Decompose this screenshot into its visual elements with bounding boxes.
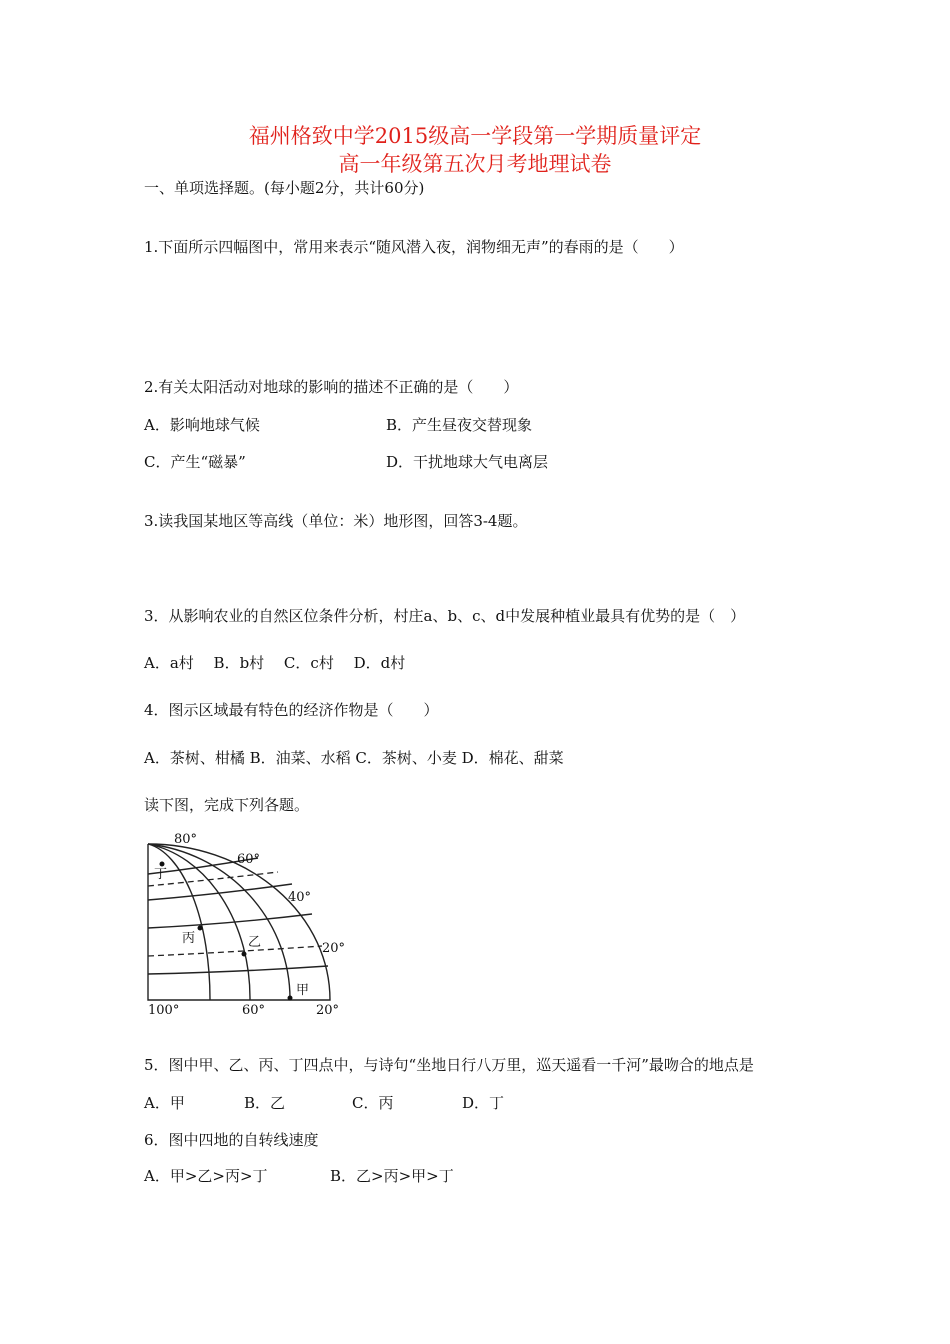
exam-title-line1: 福州格致中学2015级高一学段第一学期质量评定 [248, 124, 702, 148]
q2-option-b: B．产生昼夜交替现象 [386, 416, 533, 434]
point-yi [242, 952, 247, 957]
q5-option-b: B．乙 [244, 1094, 286, 1112]
parallel-2 [148, 884, 292, 900]
q2-option-c: C．产生“磁暴” [144, 453, 246, 471]
parallel-4 [148, 966, 328, 974]
question-3: 3．从影响农业的自然区位条件分析，村庄a、b、c、d中发展种植业最具有优势的是（ ） [144, 607, 746, 625]
q4-options: A．茶树、柑橘 B．油菜、水稻 C．茶树、小麦 D．棉花、甜菜 [144, 749, 564, 767]
label-jia: 甲 [296, 983, 310, 998]
q5-option-a: A．甲 [144, 1094, 185, 1112]
lat-label-20: 20° [322, 941, 346, 956]
q6-option-a: A．甲>乙>丙>丁 [144, 1167, 268, 1185]
parallel-3 [148, 914, 312, 928]
question-2: 2.有关太阳活动对地球的影响的描述不正确的是（ ） [144, 378, 519, 396]
question-5: 5．图中甲、乙、丙、丁四点中，与诗句“坐地日行八万里，巡天遥看一千河”最吻合的地点是 [144, 1056, 754, 1074]
question-4: 4．图示区域最有特色的经济作物是（ ） [144, 701, 439, 719]
q3-options: A．a村 B．b村 C．c村 D．d村 [144, 654, 406, 672]
lon-label-100: 100° [148, 1003, 180, 1018]
q6-option-b: B．乙>丙>甲>丁 [330, 1167, 454, 1185]
point-jia [288, 996, 293, 1001]
lon-label-60: 60° [242, 1003, 266, 1018]
q5-option-d: D．丁 [462, 1094, 505, 1112]
point-ding [160, 862, 165, 867]
label-ding: 丁 [154, 867, 168, 882]
dashed-parallel-2 [148, 946, 322, 956]
question-6: 6．图中四地的自转线速度 [144, 1131, 319, 1149]
graticule-figure [140, 828, 355, 1020]
lon-label-20: 20° [316, 1003, 340, 1018]
point-bing [198, 926, 203, 931]
label-bing: 丙 [182, 931, 196, 946]
read-prompt: 读下图，完成下列各题。 [144, 796, 310, 814]
q2-option-d: D．干扰地球大气电离层 [386, 453, 549, 471]
q5-option-c: C．丙 [352, 1094, 394, 1112]
section-heading: 一、单项选择题。(每小题2分，共计60分) [144, 179, 425, 197]
lat-label-60: 60° [237, 852, 261, 867]
meridian-40 [148, 844, 290, 1000]
lat-label-80: 80° [174, 832, 198, 847]
exam-title-line2: 高一年级第五次月考地理试卷 [338, 152, 612, 176]
question-1: 1.下面所示四幅图中，常用来表示“随风潜入夜，润物细无声”的春雨的是（ ） [144, 238, 684, 256]
q2-option-a: A．影响地球气候 [144, 416, 260, 434]
dashed-parallel-1 [148, 872, 278, 886]
label-yi: 乙 [248, 935, 262, 950]
question-3-intro: 3.读我国某地区等高线（单位：米）地形图，回答3-4题。 [144, 512, 528, 530]
lat-label-40: 40° [288, 890, 312, 905]
